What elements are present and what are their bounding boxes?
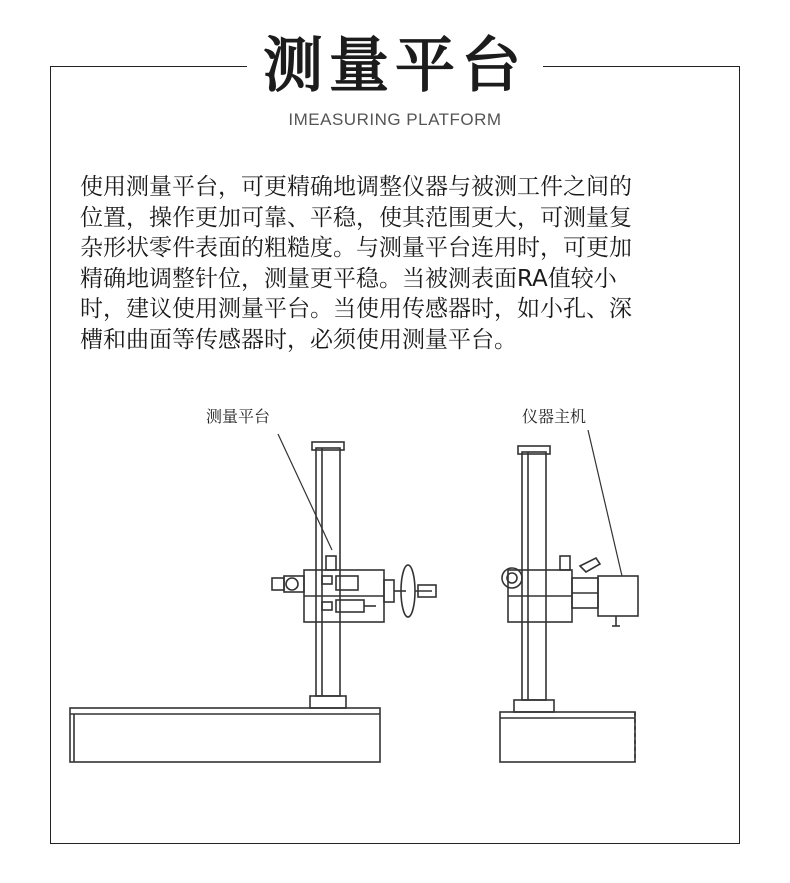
platform-illustration [60,390,740,810]
description-line: 杂形状零件表面的粗糙度。与测量平台连用时，可更加 [80,235,632,261]
left-callout-label: 测量平台 [206,407,271,426]
description-line: 时，建议使用测量平台。当使用传感器时，如小孔、深 [80,296,632,322]
description-line: 使用测量平台，可更精确地调整仪器与被测工件之间的 [80,174,632,200]
title-wrap [0,30,790,102]
right-callout-label: 仪器主机 [522,407,587,426]
left-stand-drawing [70,442,436,762]
description-paragraph [80,172,710,355]
page-title: 测量平台 [247,30,543,102]
description-line: 位置，操作更加可靠、平稳，使其范围更大，可测量复 [80,204,632,231]
right-leader-line [588,430,622,576]
description-line: 精确地调整针位，测量更平稳。当被测表面RA值较小 [80,265,617,292]
left-leader-line [278,434,332,550]
page-subtitle: IMEASURING PLATFORM [288,110,502,129]
right-stand-drawing [500,446,638,762]
description-line: 槽和曲面等传感器时，必须使用测量平台。 [80,326,517,353]
